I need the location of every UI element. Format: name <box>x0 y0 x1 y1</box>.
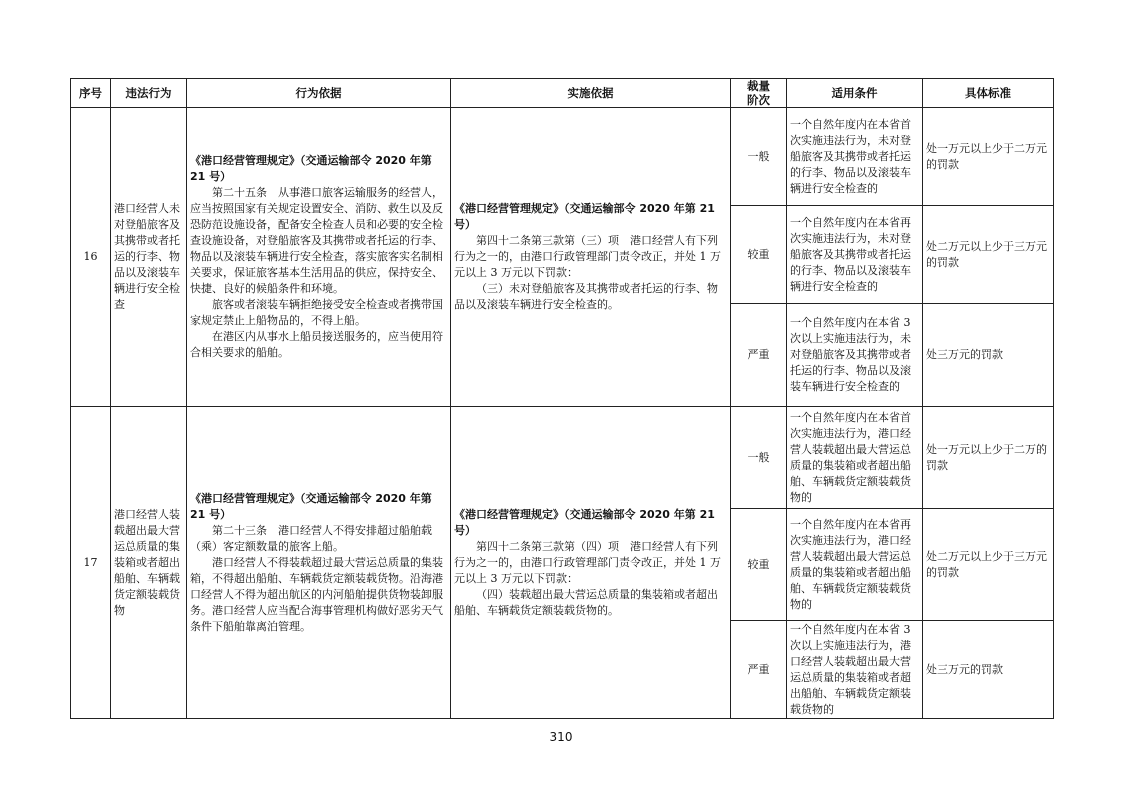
penalty-standard: 处二万元以上少于三万元的罚款 <box>923 509 1054 621</box>
implementation-paragraph: 第四十二条第三款第（四）项 港口经营人有下列行为之一的，由港口行政管理部门责令改正，并处 1 万元以上 3 万元以下罚款： <box>454 539 721 585</box>
row-basis <box>187 407 451 719</box>
implementation-law-title: 《港口经营管理规定》（交通运输部令 2020 年第 21 号） <box>454 507 715 537</box>
header-discretion-line1: 裁量 <box>747 79 770 93</box>
applicable-condition: 一个自然年度内在本省 3 次以上实施违法行为，未对登船旅客及其携带或者托运的行李、物品以及滚装车辆进行安全检查的 <box>787 304 923 407</box>
discretion-level: 严重 <box>731 621 787 719</box>
penalty-standard: 处三万元的罚款 <box>923 621 1054 719</box>
header-standard: 具体标准 <box>923 79 1054 108</box>
table-row <box>71 407 1054 509</box>
basis-paragraph: 在港区内从事水上船员接送服务的，应当使用符合相关要求的船舶。 <box>190 330 443 359</box>
row-seq: 16 <box>71 108 111 407</box>
header-discretion-level <box>731 79 787 108</box>
applicable-condition: 一个自然年度内在本省首次实施违法行为，未对登船旅客及其携带或者托运的行李、物品以及滚装车辆进行安全检查的 <box>787 108 923 206</box>
basis-paragraph: 第二十五条 从事港口旅客运输服务的经营人，应当按照国家有关规定设置安全、消防、救生以及反恐防范设施设备，配备安全检查人员和必要的安全检查设施设备，对登船旅客及其携带或者托运的行李、物品以及滚装车辆进行安全检查，落实旅客实名制相关要求，保证旅客基本生活用品的供应，保持安全、快捷、良好的候船条件和环境。 <box>190 186 443 295</box>
implementation-paragraph: （三）未对登船旅客及其携带或者托运的行李、物品以及滚装车辆进行安全检查的。 <box>454 282 718 311</box>
applicable-condition: 一个自然年度内在本省再次实施违法行为，港口经营人装载超出最大营运总质量的集装箱或者超出船舶、车辆载货定额装载货物的 <box>787 509 923 621</box>
basis-paragraph: 第二十三条 港口经营人不得安排超过船舶载（乘）客定额数量的旅客上船。 <box>190 523 432 553</box>
basis-law-title: 《港口经营管理规定》（交通运输部令 2020 年第 21 号） <box>190 154 432 183</box>
applicable-condition: 一个自然年度内在本省 3 次以上实施违法行为，港口经营人装载超出最大营运总质量的集装箱或者超出船舶、车辆载货定额装载货物的 <box>787 621 923 719</box>
penalty-standard: 处三万元的罚款 <box>923 304 1054 407</box>
applicable-condition: 一个自然年度内在本省再次实施违法行为，未对登船旅客及其携带或者托运的行李、物品以及滚装车辆进行安全检查的 <box>787 206 923 304</box>
page-number: 310 <box>549 730 573 744</box>
table-header-row <box>71 79 1054 108</box>
header-discretion-line2: 阶次 <box>747 93 770 107</box>
row-violation: 港口经营人装载超出最大营运总质量的集装箱或者超出船舶、车辆载货定额装载货物 <box>111 407 187 719</box>
penalty-standard: 处一万元以上少于二万元的罚款 <box>923 108 1054 206</box>
penalty-discretion-table <box>70 78 1054 719</box>
header-seq: 序号 <box>71 79 111 108</box>
header-basis: 行为依据 <box>187 79 451 108</box>
discretion-level: 较重 <box>731 206 787 304</box>
basis-paragraph: 港口经营人不得装载超过最大营运总质量的集装箱，不得超出船舶、车辆载货定额装载货物。沿海港口经营人不得为超出航区的内河船舶提供货物装卸服务。港口经营人应当配合海事管理机构做好恶劣天气条件下船舶靠离泊管理。 <box>190 555 443 633</box>
implementation-paragraph: 第四十二条第三款第（三）项 港口经营人有下列行为之一的，由港口行政管理部门责令改正，并处 1 万元以上 3 万元以下罚款： <box>454 234 721 279</box>
discretion-level: 严重 <box>731 304 787 407</box>
applicable-condition: 一个自然年度内在本省首次实施违法行为，港口经营人装载超出最大营运总质量的集装箱或者超出船舶、车辆载货定额装载货物的 <box>787 407 923 509</box>
basis-paragraph: 旅客或者滚装车辆拒绝接受安全检查或者携带国家规定禁止上船物品的，不得上船。 <box>190 298 443 327</box>
row-basis <box>187 108 451 407</box>
discretion-level: 一般 <box>731 407 787 509</box>
discretion-level: 一般 <box>731 108 787 206</box>
row-seq: 17 <box>71 407 111 719</box>
header-condition: 适用条件 <box>787 79 923 108</box>
row-violation: 港口经营人未对登船旅客及其携带或者托运的行李、物品以及滚装车辆进行安全检查 <box>111 108 187 407</box>
discretion-level: 较重 <box>731 509 787 621</box>
row-implementation <box>451 407 731 719</box>
implementation-paragraph: （四）装载超出最大营运总质量的集装箱或者超出船舶、车辆载货定额装载货物的。 <box>454 587 718 617</box>
penalty-standard: 处二万元以上少于三万元的罚款 <box>923 206 1054 304</box>
table-row <box>71 108 1054 206</box>
penalty-standard: 处一万元以上少于二万的罚款 <box>923 407 1054 509</box>
header-violation: 违法行为 <box>111 79 187 108</box>
implementation-law-title: 《港口经营管理规定》（交通运输部令 2020 年第 21 号） <box>454 202 715 231</box>
row-implementation <box>451 108 731 407</box>
header-implementation: 实施依据 <box>451 79 731 108</box>
basis-law-title: 《港口经营管理规定》（交通运输部令 2020 年第 21 号） <box>190 491 432 521</box>
